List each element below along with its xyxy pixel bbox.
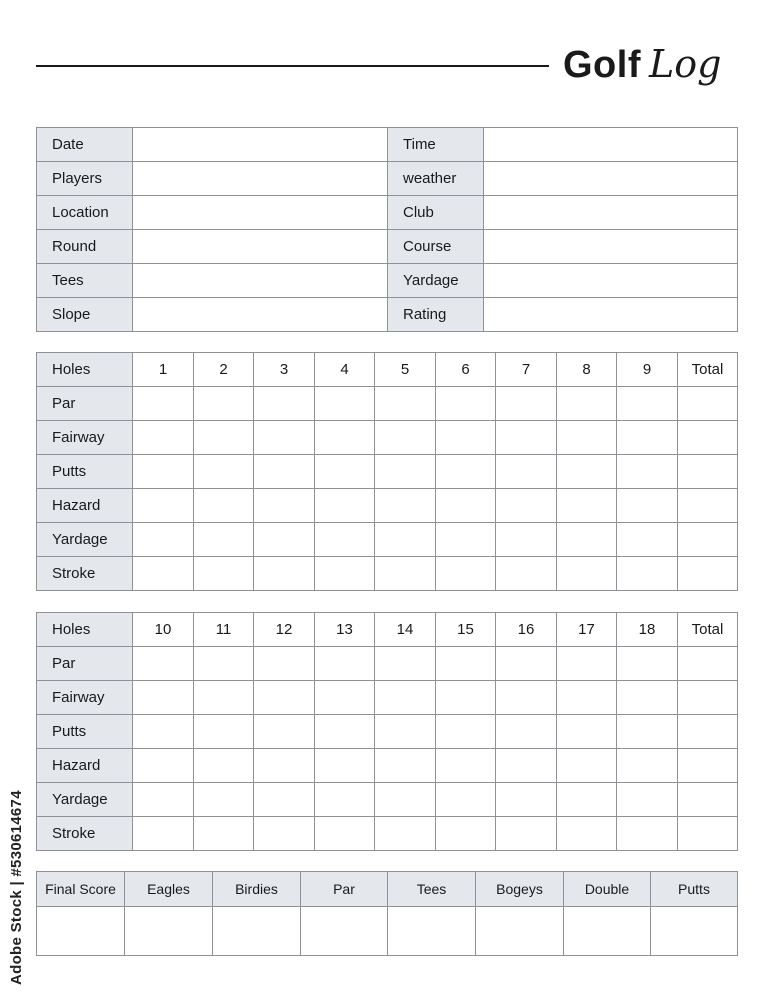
score-cell[interactable]: [194, 387, 254, 421]
summary-header: Birdies: [213, 872, 301, 907]
score-row-label: Stroke: [37, 557, 133, 591]
hole-number: 3: [254, 353, 315, 387]
info-label: Location: [37, 196, 133, 230]
score-cell[interactable]: [557, 647, 617, 681]
score-cell[interactable]: [617, 421, 678, 455]
score-cell[interactable]: [617, 783, 678, 817]
title-script: Log: [648, 42, 722, 86]
score-row-label: Hazard: [37, 749, 133, 783]
score-cell[interactable]: [133, 455, 194, 489]
score-row: [37, 715, 738, 749]
score-cell[interactable]: [315, 715, 375, 749]
score-cell[interactable]: [436, 523, 496, 557]
score-row-label: Fairway: [37, 421, 133, 455]
hole-number: 13: [315, 613, 375, 647]
score-cell[interactable]: [375, 489, 436, 523]
score-row-label: Putts: [37, 455, 133, 489]
summary-header: Bogeys: [476, 872, 564, 907]
score-cell[interactable]: [557, 489, 617, 523]
info-field[interactable]: [484, 162, 738, 196]
hole-number: 11: [194, 613, 254, 647]
score-cell[interactable]: [254, 783, 315, 817]
info-field[interactable]: [484, 230, 738, 264]
score-cell[interactable]: [617, 647, 678, 681]
score-cell[interactable]: [436, 783, 496, 817]
info-row: [37, 128, 738, 162]
score-cell[interactable]: [375, 557, 436, 591]
score-cell[interactable]: [254, 715, 315, 749]
score-cell[interactable]: [678, 455, 738, 489]
summary-value-row: [37, 907, 738, 956]
info-row: [37, 298, 738, 332]
score-row: [37, 681, 738, 715]
summary-value-cell[interactable]: [125, 907, 213, 956]
score-cell[interactable]: [436, 387, 496, 421]
score-row-label: Par: [37, 647, 133, 681]
info-field[interactable]: [484, 196, 738, 230]
stock-watermark-id: Adobe Stock | #530614674: [8, 790, 25, 985]
score-cell[interactable]: [133, 715, 194, 749]
score-cell[interactable]: [496, 749, 557, 783]
score-cell[interactable]: [315, 421, 375, 455]
score-row: [37, 557, 738, 591]
score-cell[interactable]: [557, 783, 617, 817]
score-cell[interactable]: [254, 421, 315, 455]
score-cell[interactable]: [133, 421, 194, 455]
summary-header: Tees: [388, 872, 476, 907]
score-row-label: Yardage: [37, 523, 133, 557]
score-cell[interactable]: [496, 421, 557, 455]
score-cell[interactable]: [194, 421, 254, 455]
score-cell[interactable]: [254, 749, 315, 783]
info-label: weather: [388, 162, 484, 196]
score-cell[interactable]: [133, 681, 194, 715]
score-cell[interactable]: [375, 783, 436, 817]
score-row: [37, 749, 738, 783]
summary-value-cell[interactable]: [213, 907, 301, 956]
score-cell[interactable]: [678, 817, 738, 851]
score-row: [37, 455, 738, 489]
score-cell[interactable]: [315, 455, 375, 489]
summary-value-cell[interactable]: [388, 907, 476, 956]
summary-table: [36, 871, 738, 956]
score-cell[interactable]: [678, 421, 738, 455]
info-label: Round: [37, 230, 133, 264]
score-cell[interactable]: [254, 455, 315, 489]
score-cell[interactable]: [375, 523, 436, 557]
info-row: [37, 162, 738, 196]
info-label: Club: [388, 196, 484, 230]
score-cell[interactable]: [436, 817, 496, 851]
score-cell[interactable]: [194, 523, 254, 557]
total-label: Total: [678, 613, 738, 647]
score-cell[interactable]: [617, 715, 678, 749]
score-cell[interactable]: [254, 647, 315, 681]
holes-label: Holes: [37, 353, 133, 387]
info-label: Yardage: [388, 264, 484, 298]
score-cell[interactable]: [617, 817, 678, 851]
score-cell[interactable]: [254, 681, 315, 715]
score-cell[interactable]: [678, 749, 738, 783]
score-cell[interactable]: [436, 749, 496, 783]
summary-header: Double: [564, 872, 651, 907]
hole-number: 4: [315, 353, 375, 387]
score-cell[interactable]: [617, 523, 678, 557]
info-field[interactable]: [133, 162, 388, 196]
info-table: [36, 127, 738, 332]
header-rule: [36, 65, 549, 67]
score-row-label: Putts: [37, 715, 133, 749]
score-cell[interactable]: [557, 557, 617, 591]
score-cell[interactable]: [375, 715, 436, 749]
score-cell[interactable]: [436, 557, 496, 591]
score-cell[interactable]: [133, 749, 194, 783]
score-cell[interactable]: [678, 783, 738, 817]
score-cell[interactable]: [557, 387, 617, 421]
score-row: [37, 387, 738, 421]
info-label: Tees: [37, 264, 133, 298]
score-cell[interactable]: [133, 387, 194, 421]
score-cell[interactable]: [496, 681, 557, 715]
score-cell[interactable]: [436, 489, 496, 523]
score-cell[interactable]: [436, 421, 496, 455]
score-cell[interactable]: [315, 783, 375, 817]
info-row: [37, 196, 738, 230]
score-row: [37, 647, 738, 681]
score-cell[interactable]: [315, 647, 375, 681]
hole-number: 12: [254, 613, 315, 647]
score-cell[interactable]: [375, 681, 436, 715]
score-row-label: Fairway: [37, 681, 133, 715]
info-row: [37, 230, 738, 264]
holes-header-row: [37, 613, 738, 647]
hole-number: 10: [133, 613, 194, 647]
hole-number: 16: [496, 613, 557, 647]
score-cell[interactable]: [496, 523, 557, 557]
score-cell[interactable]: [315, 523, 375, 557]
holes-header-row: [37, 353, 738, 387]
score-cell[interactable]: [496, 387, 557, 421]
score-cell[interactable]: [436, 455, 496, 489]
score-cell[interactable]: [133, 783, 194, 817]
score-cell[interactable]: [617, 681, 678, 715]
score-cell[interactable]: [375, 455, 436, 489]
score-cell[interactable]: [375, 647, 436, 681]
summary-header: Final Score: [37, 872, 125, 907]
summary-value-cell[interactable]: [301, 907, 388, 956]
info-label: Slope: [37, 298, 133, 332]
score-cell[interactable]: [315, 681, 375, 715]
score-cell[interactable]: [133, 647, 194, 681]
info-field[interactable]: [133, 230, 388, 264]
score-cell[interactable]: [496, 817, 557, 851]
score-cell[interactable]: [254, 817, 315, 851]
score-cell[interactable]: [194, 489, 254, 523]
hole-number: 15: [436, 613, 496, 647]
summary-value-cell[interactable]: [37, 907, 125, 956]
score-cell[interactable]: [617, 749, 678, 783]
score-cell[interactable]: [254, 523, 315, 557]
info-label: Date: [37, 128, 133, 162]
score-cell[interactable]: [194, 455, 254, 489]
score-cell[interactable]: [315, 749, 375, 783]
score-cell[interactable]: [496, 489, 557, 523]
total-label: Total: [678, 353, 738, 387]
score-row-label: Stroke: [37, 817, 133, 851]
score-cell[interactable]: [678, 489, 738, 523]
score-cell[interactable]: [557, 715, 617, 749]
score-cell[interactable]: [557, 817, 617, 851]
score-cell[interactable]: [557, 681, 617, 715]
score-cell[interactable]: [678, 523, 738, 557]
score-row: [37, 817, 738, 851]
score-cell[interactable]: [194, 749, 254, 783]
score-cell[interactable]: [254, 387, 315, 421]
score-cell[interactable]: [678, 557, 738, 591]
score-row: [37, 489, 738, 523]
summary-value-cell[interactable]: [476, 907, 564, 956]
hole-number: 14: [375, 613, 436, 647]
score-cell[interactable]: [557, 749, 617, 783]
hole-number: 7: [496, 353, 557, 387]
score-cell[interactable]: [315, 489, 375, 523]
score-cell[interactable]: [496, 455, 557, 489]
info-field[interactable]: [133, 196, 388, 230]
hole-number: 1: [133, 353, 194, 387]
hole-number: 8: [557, 353, 617, 387]
score-cell[interactable]: [194, 817, 254, 851]
info-label: Course: [388, 230, 484, 264]
hole-number: 9: [617, 353, 678, 387]
score-cell[interactable]: [254, 557, 315, 591]
score-cell[interactable]: [315, 817, 375, 851]
score-cell[interactable]: [436, 647, 496, 681]
score-cell[interactable]: [678, 647, 738, 681]
summary-header: Eagles: [125, 872, 213, 907]
hole-number: 6: [436, 353, 496, 387]
score-cell[interactable]: [315, 557, 375, 591]
score-cell[interactable]: [496, 715, 557, 749]
score-cell[interactable]: [194, 681, 254, 715]
score-cell[interactable]: [557, 455, 617, 489]
summary-header: Putts: [651, 872, 738, 907]
score-cell[interactable]: [617, 489, 678, 523]
score-row: [37, 783, 738, 817]
score-cell[interactable]: [496, 647, 557, 681]
score-cell[interactable]: [194, 715, 254, 749]
hole-number: 2: [194, 353, 254, 387]
hole-number: 18: [617, 613, 678, 647]
score-cell[interactable]: [617, 455, 678, 489]
score-row-label: Yardage: [37, 783, 133, 817]
score-cell[interactable]: [436, 715, 496, 749]
score-row: [37, 523, 738, 557]
score-cell[interactable]: [133, 817, 194, 851]
score-cell[interactable]: [678, 681, 738, 715]
score-cell[interactable]: [496, 783, 557, 817]
score-cell[interactable]: [194, 783, 254, 817]
score-cell[interactable]: [557, 523, 617, 557]
score-cell[interactable]: [375, 387, 436, 421]
score-cell[interactable]: [617, 557, 678, 591]
info-field[interactable]: [133, 264, 388, 298]
summary-value-cell[interactable]: [564, 907, 651, 956]
score-cell[interactable]: [617, 387, 678, 421]
score-cell[interactable]: [133, 557, 194, 591]
info-field[interactable]: [133, 298, 388, 332]
score-cell[interactable]: [678, 715, 738, 749]
info-field[interactable]: [484, 264, 738, 298]
info-field[interactable]: [484, 128, 738, 162]
info-label: Players: [37, 162, 133, 196]
score-cell[interactable]: [194, 647, 254, 681]
score-cell[interactable]: [194, 557, 254, 591]
score-cell[interactable]: [254, 489, 315, 523]
score-cell[interactable]: [375, 749, 436, 783]
score-cell[interactable]: [133, 489, 194, 523]
score-cell[interactable]: [678, 387, 738, 421]
score-cell[interactable]: [315, 387, 375, 421]
score-cell[interactable]: [375, 817, 436, 851]
score-cell[interactable]: [133, 523, 194, 557]
holes-label: Holes: [37, 613, 133, 647]
info-row: [37, 264, 738, 298]
info-label: Rating: [388, 298, 484, 332]
hole-number: 5: [375, 353, 436, 387]
hole-number: 17: [557, 613, 617, 647]
score-cell[interactable]: [436, 681, 496, 715]
info-field[interactable]: [133, 128, 388, 162]
front-nine-table: [36, 352, 738, 591]
score-row-label: Hazard: [37, 489, 133, 523]
score-cell[interactable]: [557, 421, 617, 455]
back-nine-table: [36, 612, 738, 851]
title-bold: Golf: [563, 44, 641, 86]
score-cell[interactable]: [375, 421, 436, 455]
summary-header-row: [37, 872, 738, 907]
summary-header: Par: [301, 872, 388, 907]
info-label: Time: [388, 128, 484, 162]
info-field[interactable]: [484, 298, 738, 332]
score-row: [37, 421, 738, 455]
score-cell[interactable]: [496, 557, 557, 591]
score-row-label: Par: [37, 387, 133, 421]
page-title: [563, 42, 721, 87]
summary-value-cell[interactable]: [651, 907, 738, 956]
